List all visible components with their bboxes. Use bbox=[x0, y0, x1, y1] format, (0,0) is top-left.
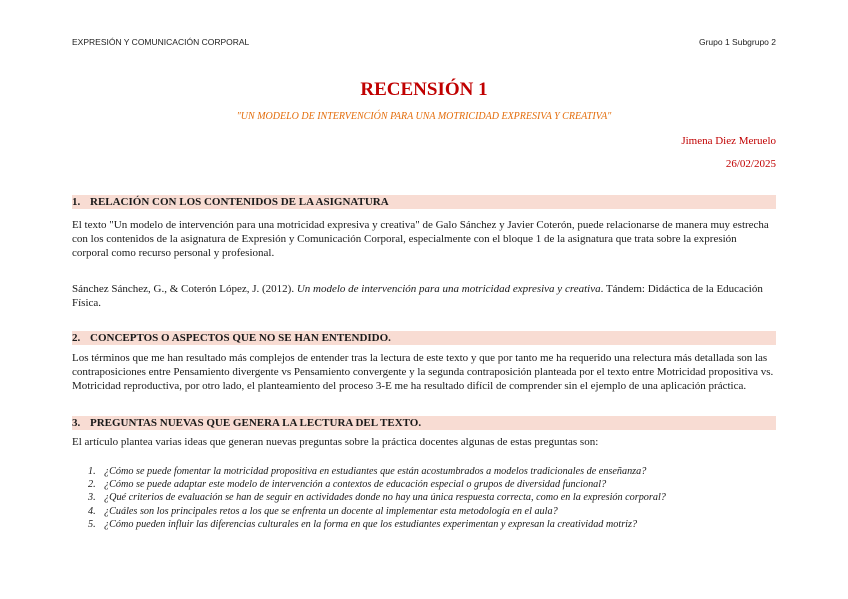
question-text: ¿Cómo se puede adaptar este modelo de intervención a contextos de educación especial o grupos de diversidad funcional? bbox=[104, 479, 607, 491]
section-3-heading bbox=[72, 416, 776, 430]
reference-work: Un modelo de intervención para una motricidad expresiva y creativa bbox=[296, 283, 601, 295]
list-item bbox=[88, 518, 788, 531]
list-item bbox=[88, 491, 788, 504]
question-text: ¿Qué criterios de evaluación se han de seguir en actividades donde no hay una única respuesta correcta, como en la expresión corporal? bbox=[104, 492, 666, 504]
section-2-heading bbox=[72, 331, 776, 345]
header-group: Grupo 1 Subgrupo 2 bbox=[698, 37, 776, 47]
document-date: 26/02/2025 bbox=[725, 158, 776, 170]
page-header bbox=[72, 37, 776, 47]
question-number: 5. bbox=[88, 518, 96, 530]
header-course: EXPRESIÓN Y COMUNICACIÓN CORPORAL bbox=[72, 37, 250, 47]
reference-authors: Sánchez Sánchez, G., & Coterón López, J. (2012). bbox=[72, 283, 297, 295]
question-number: 1. bbox=[88, 466, 96, 477]
section-2-body: Los términos que me han resultado más complejos de entender tras la lectura de este texto y que por tanto me ha requerido una relectura más detallada son las contraposiciones entre Pensamiento divergente vs Pensamiento convergente y la segunda contraposición planteada por el texto entre Motricidad propositiva vs. Motricidad reproductiva, por otro lado, el planteamiento del proceso 3-E me ha resultado difícil de comprender sin el ejemplo de una aplicación práctica. bbox=[72, 352, 774, 392]
section-1-body: El texto "Un modelo de intervención para una motricidad expresiva y creativa" de Galo Sánchez y Javier Coterón, puede relacionarse de manera muy estrecha con los contenidos de la asignatura de Expresión y Comunicación Corporal, especialmente con el bloque 1 de la asignatura que trata sobre la expresión corporal como recurso personal y profesional. bbox=[72, 219, 769, 259]
document-subtitle: "UN MODELO DE INTERVENCIÓN PARA UNA MOTRICIDAD EXPRESIVA Y CREATIVA" bbox=[236, 111, 612, 122]
question-number: 3. bbox=[88, 492, 96, 504]
question-number: 4. bbox=[88, 505, 96, 517]
section-1-heading bbox=[72, 195, 776, 209]
question-number: 2. bbox=[88, 479, 96, 491]
document-title: RECENSIÓN 1 bbox=[360, 79, 488, 100]
list-item bbox=[88, 465, 788, 478]
section-3-title: PREGUNTAS NUEVAS QUE GENERA LA LECTURA DEL TEXTO. bbox=[90, 417, 422, 429]
questions-list bbox=[88, 465, 788, 531]
section-2-number: 2. bbox=[72, 332, 81, 344]
list-item bbox=[88, 505, 788, 518]
question-text: ¿Cómo pueden influir las diferencias culturales en la forma en que los estudiantes experimentan y expresan la creatividad motriz? bbox=[104, 518, 638, 530]
question-text: ¿Cómo se puede fomentar la motricidad propositiva en estudiantes que están acostumbrados a modelos tradicionales de enseñanza? bbox=[104, 466, 647, 477]
section-3-number: 3. bbox=[72, 417, 81, 429]
section-1-number: 1. bbox=[72, 196, 81, 208]
reference-rest: . Tándem: Didáctica de la Educación Física. bbox=[72, 283, 763, 309]
section-2-title: CONCEPTOS O ASPECTOS QUE NO SE HAN ENTENDIDO. bbox=[90, 332, 391, 344]
bibliographic-reference bbox=[72, 282, 776, 310]
author-name: Jimena Diez Meruelo bbox=[681, 135, 776, 147]
list-item bbox=[88, 478, 788, 491]
section-1-title: RELACIÓN CON LOS CONTENIDOS DE LA ASIGNATURA bbox=[90, 196, 389, 208]
question-text: ¿Cuáles son los principales retos a los que se enfrenta un docente al implementar esta metodología en el aula? bbox=[104, 505, 558, 517]
section-3-body: El artículo plantea varias ideas que generan nuevas preguntas sobre la práctica docentes algunas de estas preguntas son: bbox=[72, 436, 599, 448]
